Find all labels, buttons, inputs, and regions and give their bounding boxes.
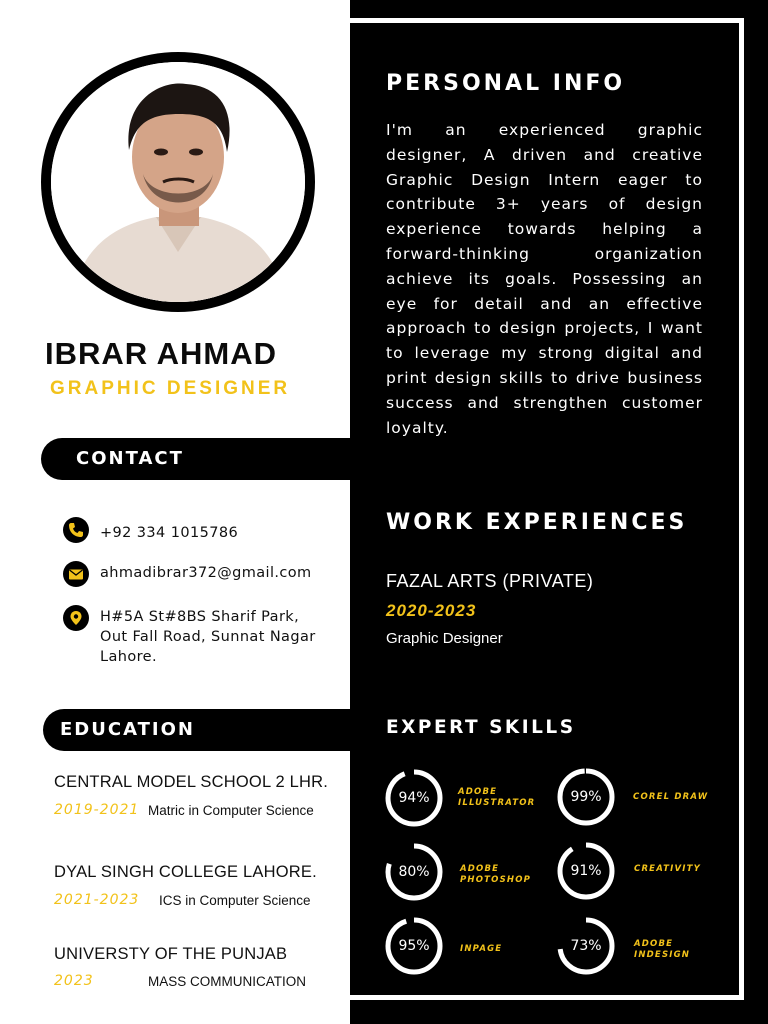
contact-phone[interactable]: +92 334 1015786: [100, 525, 239, 541]
contact-address-line-2: Out Fall Road, Sunnat Nagar: [100, 629, 316, 645]
work-title: Graphic Designer: [386, 630, 503, 647]
skill-percent: 73%: [570, 938, 602, 954]
education-school-1: CENTRAL MODEL SCHOOL 2 LHR.: [54, 773, 329, 791]
skill-ring: [384, 842, 444, 902]
education-years-1: 2019-2021: [54, 802, 140, 818]
skill-percent: 80%: [398, 864, 430, 880]
phone-icon: [63, 517, 89, 543]
work-company: FAZAL ARTS (PRIVATE): [386, 571, 594, 591]
education-degree-3: MASS COMMUNICATION: [148, 974, 306, 989]
education-heading: EDUCATION: [43, 709, 353, 751]
education-school-2: DYAL SINGH COLLEGE LAHORE.: [54, 863, 317, 881]
skill-percent: 91%: [570, 863, 602, 879]
education-years-2: 2021-2023: [54, 892, 140, 908]
skill-label: COREL DRAW: [633, 792, 709, 802]
skill-label: ADOBE ILLUSTRATOR: [458, 787, 536, 808]
skill-label: ADOBE PHOTOSHOP: [460, 864, 532, 885]
skill-label: INPAGE: [460, 944, 503, 954]
skill-ring: [556, 841, 616, 901]
location-icon: [63, 605, 89, 631]
personal-info-heading: PERSONAL INFO: [386, 71, 626, 96]
skill-label: CREATIVITY: [634, 864, 702, 874]
person-name: IBRAR AHMAD: [45, 336, 277, 371]
skill-percent: 94%: [398, 790, 430, 806]
education-school-3: UNIVERSTY OF THE PUNJAB: [54, 945, 288, 963]
email-icon: [63, 561, 89, 587]
skill-ring: [384, 768, 444, 828]
skill-ring: [556, 916, 616, 976]
contact-heading: CONTACT: [41, 438, 353, 480]
skill-ring: [556, 767, 616, 827]
education-degree-1: Matric in Computer Science: [148, 803, 314, 818]
skill-label: ADOBE INDESIGN: [634, 939, 691, 960]
skill-ring: [384, 916, 444, 976]
person-role: GRAPHIC DESIGNER: [50, 378, 291, 399]
contact-email[interactable]: ahmadibrar372@gmail.com: [100, 565, 312, 581]
education-years-3: 2023: [54, 973, 94, 989]
education-degree-2: ICS in Computer Science: [159, 893, 311, 908]
skills-heading: EXPERT SKILLS: [386, 717, 576, 738]
profile-photo: [51, 62, 305, 302]
personal-info-text: I'm an experienced graphic designer, A driven and creative Graphic Design Intern eager to contribute 3+ years of design experience towards helping a forward-thinking organization achieve its goals. Possessing an eye for detail and an effective approach to design projects, I want to leverage my strong digital and print design skills to drive business success and strengthen customer loyalty.: [386, 121, 703, 437]
work-years: 2020-2023: [386, 601, 477, 620]
skill-percent: 99%: [570, 789, 602, 805]
work-heading: WORK EXPERIENCES: [386, 510, 688, 535]
contact-address-line-1: H#5A St#8BS Sharif Park,: [100, 609, 300, 625]
contact-address-line-3: Lahore.: [100, 649, 157, 665]
skill-percent: 95%: [398, 938, 430, 954]
